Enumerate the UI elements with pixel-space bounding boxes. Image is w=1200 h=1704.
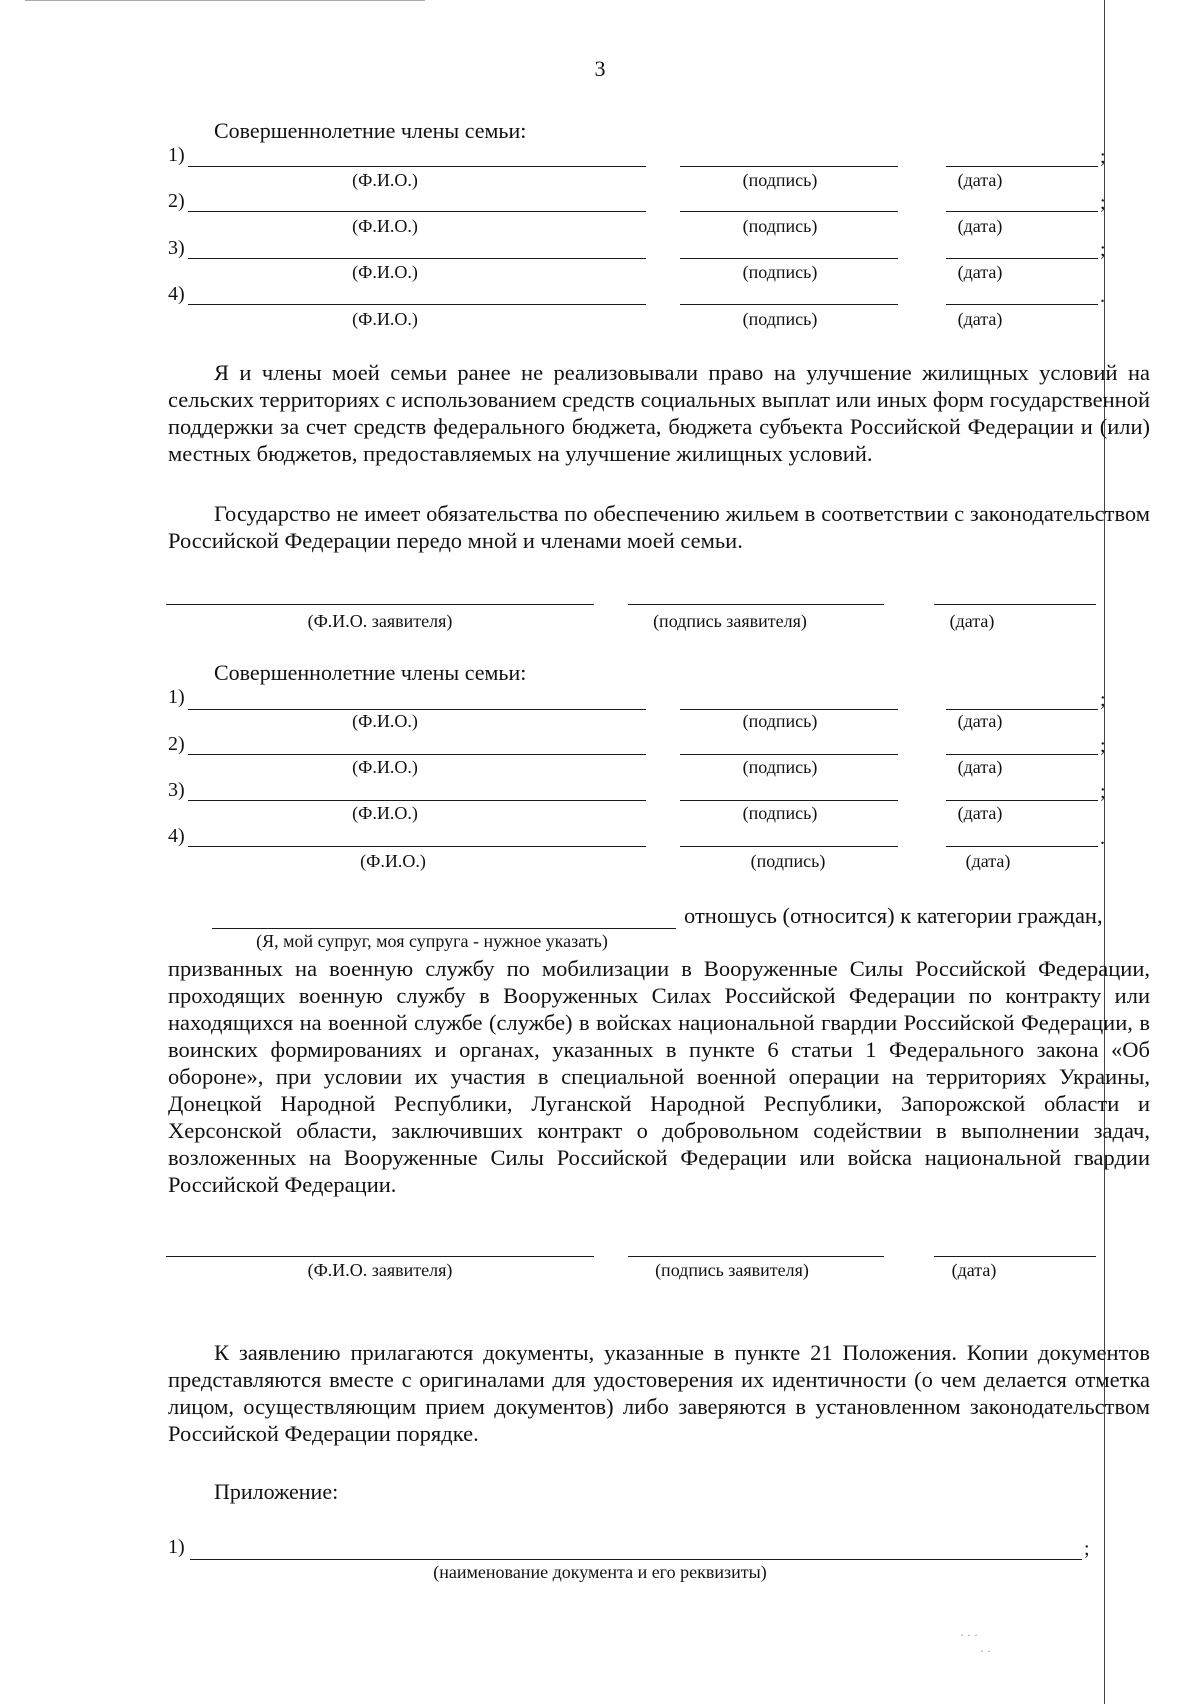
row-number: 4) xyxy=(168,283,185,305)
fio-caption: (Ф.И.О.) xyxy=(352,170,418,190)
fio-field[interactable] xyxy=(188,211,646,212)
row-number: 3) xyxy=(168,779,185,801)
signature-caption: (подпись) xyxy=(742,711,818,731)
category-paragraph: призванных на военную службу по мобилизации в Вооруженные Силы Российской Федерации, проходящих военную службу в Вооруженных Силах Российской Федерации по контракту или находящихся на военной службе (службе) в войсках национальной гвардии Российской Федерации, в воинских формированиях и органах, указанных в пункте 6 статьи 1 Федерального закона «Об обороне», при условии их участия в специальной военной операции на территориях Украины, Донецкой Народной Республики, Луганской Народной Республики, Запорожской области и Херсонской области, заключивших контракт о добровольном содействии в выполнении задач, возложенных на Вооруженные Силы Российской Федерации или войска национальной гвардии Российской Федерации. xyxy=(168,956,1150,1197)
fio-field[interactable] xyxy=(188,754,646,755)
row-number: 2) xyxy=(168,190,185,212)
applicant-date-caption: (дата) xyxy=(951,1260,997,1280)
row-end-punct: ; xyxy=(1100,146,1106,168)
applicant-signature-caption: (подпись заявителя) xyxy=(655,1260,809,1280)
applicant-fio-caption: (Ф.И.О. заявителя) xyxy=(307,611,453,631)
date-caption: (дата) xyxy=(957,803,1003,823)
fio-caption: (Ф.И.О.) xyxy=(352,711,418,731)
category-person-field[interactable] xyxy=(212,928,676,929)
applicant-fio-field[interactable] xyxy=(166,604,594,605)
fio-field[interactable] xyxy=(188,258,646,259)
adult-family-heading: Совершеннолетние члены семьи: xyxy=(214,660,527,685)
date-caption: (дата) xyxy=(957,309,1003,329)
signature-field[interactable] xyxy=(680,166,898,167)
applicant-signature-field[interactable] xyxy=(628,604,884,605)
adult-family-heading: Совершеннолетние члены семьи: xyxy=(214,118,527,143)
signature-caption: (подпись) xyxy=(742,170,818,190)
scan-speck: · · · xyxy=(960,1628,978,1642)
row-number: 3) xyxy=(168,237,185,259)
row-end-punct: ; xyxy=(1100,192,1106,214)
date-caption: (дата) xyxy=(965,851,1011,871)
fio-caption: (Ф.И.О.) xyxy=(360,851,426,871)
scan-edge-line xyxy=(25,0,425,1)
row-end-punct: ; xyxy=(1100,781,1106,803)
row-number: 1) xyxy=(168,686,185,708)
signature-caption: (подпись) xyxy=(742,216,818,236)
statement-paragraph: Государство не имеет обязательства по обеспечению жильем в соответствии с законодательством Российской Федерации передо мной и членами моей семьи. xyxy=(168,501,1150,553)
date-caption: (дата) xyxy=(957,757,1003,777)
date-field[interactable] xyxy=(946,304,1098,305)
applicant-fio-caption: (Ф.И.О. заявителя) xyxy=(307,1260,453,1280)
row-number: 4) xyxy=(168,825,185,847)
fio-field[interactable] xyxy=(188,709,646,710)
attachment-end-punct: ; xyxy=(1084,1538,1090,1560)
fio-field[interactable] xyxy=(188,304,646,305)
row-end-punct: . xyxy=(1100,827,1105,849)
applicant-date-field[interactable] xyxy=(934,1256,1096,1257)
scan-speck: · · xyxy=(980,1644,991,1658)
date-field[interactable] xyxy=(946,800,1098,801)
applicant-fio-field[interactable] xyxy=(166,1256,594,1257)
attachment-heading: Приложение: xyxy=(214,1479,339,1504)
signature-caption: (подпись) xyxy=(742,757,818,777)
signature-caption: (подпись) xyxy=(742,309,818,329)
date-field[interactable] xyxy=(946,211,1098,212)
row-end-punct: ; xyxy=(1100,735,1106,757)
row-end-punct: . xyxy=(1100,285,1105,307)
signature-field[interactable] xyxy=(680,709,898,710)
statement-paragraph: Я и члены моей семьи ранее не реализовывали право на улучшение жилищных условий на сельских территориях с использованием средств социальных выплат или иных форм государственной поддержки за счет средств федерального бюджета, бюджета субъекта Российской Федерации и (или) местных бюджетов, предоставляемых на улучшение жилищных условий. xyxy=(168,360,1150,466)
category-line-tail: отношусь (относится) к категории граждан, xyxy=(684,903,1103,928)
date-caption: (дата) xyxy=(957,262,1003,282)
date-caption: (дата) xyxy=(957,711,1003,731)
fio-caption: (Ф.И.О.) xyxy=(352,262,418,282)
signature-field[interactable] xyxy=(680,846,898,847)
signature-field[interactable] xyxy=(680,211,898,212)
signature-caption: (подпись) xyxy=(742,803,818,823)
documents-paragraph: К заявлению прилагаются документы, указанные в пункте 21 Положения. Копии документов представляются вместе с оригиналами для удостоверения их идентичности (о чем делается отметка лицом, осуществляющим прием документов) либо заверяются в установленном законодательством Российской Федерации порядке. xyxy=(168,1340,1150,1446)
fio-field[interactable] xyxy=(188,846,646,847)
attachment-field[interactable] xyxy=(190,1559,1082,1560)
row-end-punct: ; xyxy=(1100,239,1106,261)
row-number: 2) xyxy=(168,733,185,755)
date-field[interactable] xyxy=(946,258,1098,259)
date-caption: (дата) xyxy=(957,170,1003,190)
applicant-signature-field[interactable] xyxy=(628,1256,884,1257)
signature-field[interactable] xyxy=(680,754,898,755)
date-caption: (дата) xyxy=(957,216,1003,236)
date-field[interactable] xyxy=(946,166,1098,167)
signature-field[interactable] xyxy=(680,304,898,305)
signature-field[interactable] xyxy=(680,258,898,259)
fio-caption: (Ф.И.О.) xyxy=(352,216,418,236)
fio-caption: (Ф.И.О.) xyxy=(352,309,418,329)
category-hint: (Я, мой супруг, моя супруга - нужное указать) xyxy=(256,931,608,951)
applicant-date-caption: (дата) xyxy=(949,611,995,631)
signature-field[interactable] xyxy=(680,800,898,801)
date-field[interactable] xyxy=(946,709,1098,710)
fio-caption: (Ф.И.О.) xyxy=(352,803,418,823)
signature-caption: (подпись) xyxy=(742,262,818,282)
applicant-date-field[interactable] xyxy=(934,604,1096,605)
fio-field[interactable] xyxy=(188,800,646,801)
fio-caption: (Ф.И.О.) xyxy=(352,757,418,777)
page-number: 3 xyxy=(594,56,606,81)
date-field[interactable] xyxy=(946,754,1098,755)
date-field[interactable] xyxy=(946,846,1098,847)
attachment-hint: (наименование документа и его реквизиты) xyxy=(433,1562,767,1582)
signature-caption: (подпись) xyxy=(750,851,826,871)
attachment-number: 1) xyxy=(168,1536,185,1558)
applicant-signature-caption: (подпись заявителя) xyxy=(653,611,807,631)
row-end-punct: ; xyxy=(1100,689,1106,711)
fio-field[interactable] xyxy=(188,166,646,167)
row-number: 1) xyxy=(168,144,185,166)
